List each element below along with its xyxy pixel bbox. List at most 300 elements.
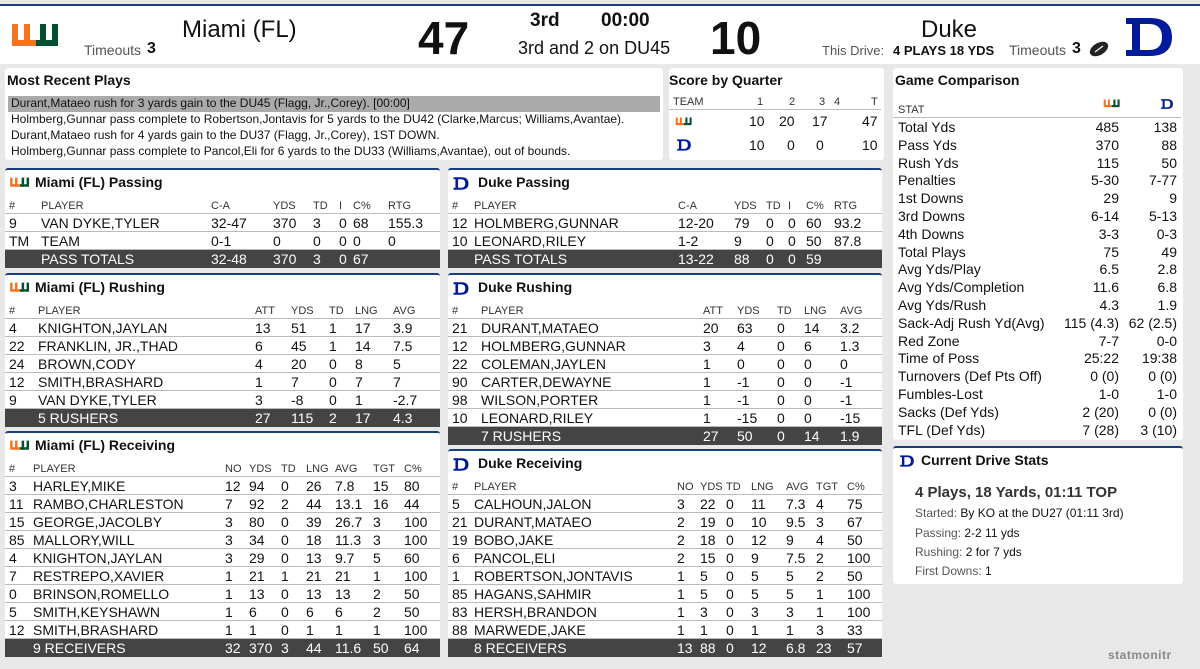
- table-cell: 1: [751, 622, 759, 638]
- table-cell: 11: [751, 496, 766, 512]
- table-cell: -2.7: [393, 392, 418, 408]
- drive-rushing: [915, 545, 1022, 559]
- this-drive-value: 4 PLAYS 18 YDS: [893, 43, 995, 58]
- table-cell: AVG: [840, 305, 863, 317]
- table-cell: 45: [291, 338, 307, 354]
- table-row[interactable]: [5, 513, 440, 531]
- table-cell: 1: [225, 622, 233, 638]
- table-cell: PLAYER: [33, 463, 76, 475]
- table-row[interactable]: [448, 232, 882, 250]
- table-cell: 15: [700, 550, 716, 566]
- table-cell: -1: [840, 374, 853, 390]
- table-row[interactable]: [448, 391, 882, 409]
- table-cell: -15: [737, 410, 758, 426]
- table-cell: I: [339, 200, 343, 212]
- table-row[interactable]: [5, 355, 440, 373]
- table-cell: 27: [703, 428, 719, 444]
- stat-name: Total Yds: [898, 119, 956, 135]
- table-cell: 51: [291, 320, 307, 336]
- table-cell: 0: [777, 356, 785, 372]
- table-cell: RTG: [834, 200, 858, 212]
- table-row[interactable]: [5, 549, 440, 567]
- table-cell: LNG: [751, 481, 774, 493]
- quarter-row-duke: [669, 136, 881, 154]
- table-cell: 0: [726, 622, 734, 638]
- table-cell: LNG: [306, 463, 329, 475]
- panel-title: Score by Quarter: [669, 72, 783, 88]
- table-cell: 0: [777, 320, 785, 336]
- table-cell: 0: [777, 410, 785, 426]
- table-cell: C%: [353, 200, 371, 212]
- table-cell: 0: [766, 251, 774, 267]
- table-cell: 0: [726, 532, 734, 548]
- table-cell: 1: [700, 622, 708, 638]
- table-cell: 1: [306, 622, 314, 638]
- comparison-row: [893, 243, 1181, 261]
- miami-value: 75: [1103, 243, 1119, 260]
- cell: 0: [787, 137, 795, 153]
- table-cell: 50: [847, 532, 863, 548]
- play-item[interactable]: Holmberg,Gunnar pass complete to Robertson,Jontavis for 5 yards to the DU42 (Clarke,Marcus; Williams,Avantae).: [11, 112, 625, 126]
- table-cell: 6.8: [786, 640, 806, 656]
- table-cell: 3: [225, 532, 233, 548]
- table-cell: 63: [737, 320, 753, 336]
- comparison-header: [893, 102, 1181, 118]
- table-cell: 100: [847, 604, 871, 620]
- table-cell: 1: [355, 392, 363, 408]
- col-q4: 4: [834, 96, 841, 108]
- table-cell: 0: [329, 374, 337, 390]
- table-total-row: [5, 250, 440, 268]
- table-cell: 20: [703, 320, 719, 336]
- duke-value: 62 (2.5): [1128, 314, 1177, 331]
- table-cell: 7.3: [786, 496, 806, 512]
- table-cell: 0: [737, 356, 745, 372]
- table-cell: DURANT,MATAEO: [474, 514, 592, 530]
- table-cell: C-A: [678, 200, 697, 212]
- panel-title: Miami (FL) Receiving: [35, 437, 176, 453]
- duke-receiving-panel: [448, 449, 882, 656]
- table-cell: 9: [786, 532, 794, 548]
- table-cell: 0: [281, 532, 289, 548]
- table-cell: 3: [313, 251, 321, 267]
- label: Started:: [915, 506, 958, 520]
- table-cell: 5: [373, 550, 381, 566]
- col-stat: STAT: [898, 104, 925, 116]
- quarter-header: [669, 94, 881, 110]
- table-header: [5, 461, 440, 477]
- table-cell: 1: [703, 392, 711, 408]
- table-cell: 13.1: [335, 496, 363, 512]
- table-cell: 2: [677, 514, 685, 530]
- current-drive-panel: [893, 446, 1183, 584]
- table-cell: 3: [373, 532, 381, 548]
- table-header: [448, 479, 882, 495]
- table-row[interactable]: [448, 549, 882, 567]
- table-cell: 1: [329, 320, 337, 336]
- miami-u-logo: [9, 176, 31, 190]
- table-cell: 5: [786, 568, 794, 584]
- table-cell: #: [452, 200, 459, 212]
- table-cell: CALHOUN,JALON: [474, 496, 592, 512]
- table-header: [5, 303, 440, 319]
- miami-value: 29: [1103, 190, 1119, 207]
- table-cell: 0: [804, 392, 812, 408]
- miami-u-logo: [1103, 98, 1121, 110]
- stat-name: 4th Downs: [898, 225, 965, 242]
- table-cell: 3: [786, 604, 794, 620]
- table-row[interactable]: [448, 214, 882, 232]
- duke-passing-panel: [448, 168, 882, 268]
- table-cell: -15: [840, 410, 861, 426]
- table-cell: 7.5: [786, 550, 806, 566]
- miami-value: 2 (20): [1082, 403, 1119, 420]
- comparison-row: [893, 171, 1181, 189]
- table-cell: 3: [225, 550, 233, 566]
- miami-value: 7-7: [1098, 332, 1119, 349]
- duke-value: 49: [1161, 243, 1177, 260]
- table-cell: TM: [9, 233, 30, 249]
- table-cell: 0: [777, 338, 785, 354]
- stat-name: Total Plays: [898, 243, 966, 260]
- game-comparison-panel: [893, 68, 1183, 440]
- game-clock: 00:00: [601, 10, 650, 31]
- table-cell: 2: [329, 410, 337, 426]
- table-cell: 27: [255, 410, 271, 426]
- home-score: 47: [418, 12, 470, 64]
- table-cell: 13: [306, 550, 322, 566]
- table-cell: 87.8: [834, 233, 862, 249]
- comparison-row: [893, 278, 1181, 296]
- panel-title: Current Drive Stats: [921, 452, 1049, 468]
- table-cell: 1: [703, 374, 711, 390]
- table-cell: TD: [329, 305, 344, 317]
- table-cell: 5: [700, 568, 708, 584]
- table-cell: 6: [335, 604, 343, 620]
- table-cell: 3: [700, 604, 708, 620]
- duke-rushing-panel: [448, 273, 882, 444]
- table-cell: 88: [700, 640, 716, 656]
- table-cell: 50: [373, 640, 389, 656]
- table-row[interactable]: [448, 621, 882, 639]
- table-row[interactable]: [448, 603, 882, 621]
- table-row[interactable]: [448, 409, 882, 427]
- table-row[interactable]: [5, 232, 440, 250]
- down-distance: 3rd and 2 on DU45: [518, 38, 671, 58]
- comparison-row: [893, 225, 1181, 243]
- table-cell: #: [9, 305, 16, 317]
- home-team-name: Miami (FL): [182, 16, 297, 43]
- table-cell: 94: [249, 478, 265, 494]
- table-cell: VAN DYKE,TYLER: [38, 392, 157, 408]
- table-cell: 1: [329, 338, 337, 354]
- duke-d-logo: [452, 457, 470, 472]
- table-cell: 44: [306, 640, 322, 656]
- table-cell: 9: [751, 550, 759, 566]
- table-cell: 12: [452, 215, 468, 231]
- table-cell: 75: [847, 496, 863, 512]
- table-cell: 100: [847, 586, 871, 602]
- away-timeouts: 3: [1072, 40, 1081, 57]
- table-cell: 11.3: [335, 532, 362, 548]
- table-row[interactable]: [448, 531, 882, 549]
- table-cell: 21: [306, 568, 322, 584]
- home-timeouts: 3: [147, 40, 156, 57]
- table-cell: YDS: [737, 305, 760, 317]
- table-row[interactable]: [5, 373, 440, 391]
- table-cell: 3: [255, 392, 263, 408]
- value: By KO at the DU27 (01:11 3rd): [960, 506, 1124, 520]
- table-cell: #: [452, 481, 459, 493]
- table-cell: 14: [804, 320, 820, 336]
- table-cell: VAN DYKE,TYLER: [41, 215, 160, 231]
- cell: 47: [862, 113, 878, 129]
- table-row[interactable]: [5, 477, 440, 495]
- table-cell: 59: [806, 251, 822, 267]
- table-cell: 0: [777, 392, 785, 408]
- table-cell: 1: [703, 410, 711, 426]
- quarter-row-miami: [669, 112, 881, 130]
- table-cell: 3: [751, 604, 759, 620]
- table-row[interactable]: [5, 603, 440, 621]
- table-row[interactable]: [5, 319, 440, 337]
- table-cell: 0: [281, 622, 289, 638]
- duke-value: 9: [1169, 190, 1177, 207]
- comparison-row: [893, 403, 1181, 421]
- table-cell: 0: [726, 640, 734, 656]
- table-cell: 79: [734, 215, 750, 231]
- table-cell: 12-20: [678, 215, 714, 231]
- duke-value: 0 (0): [1148, 403, 1177, 420]
- drive-summary: 4 Plays, 18 Yards, 01:11 TOP: [915, 484, 1118, 501]
- table-cell: HERSH,BRANDON: [474, 604, 597, 620]
- table-cell: 0: [804, 410, 812, 426]
- table-cell: LEONARD,RILEY: [474, 233, 587, 249]
- stat-table: [448, 198, 882, 268]
- miami-value: 1-0: [1098, 385, 1119, 402]
- cell: 17: [812, 113, 828, 129]
- table-cell: 2: [373, 586, 381, 602]
- panel-title: Game Comparison: [895, 72, 1020, 88]
- table-cell: 0: [339, 215, 347, 231]
- table-row[interactable]: [448, 319, 882, 337]
- table-cell: 1: [816, 586, 824, 602]
- table-cell: 0: [281, 478, 289, 494]
- table-cell: -1: [737, 374, 750, 390]
- table-cell: C%: [847, 481, 865, 493]
- table-cell: FRANKLIN, JR.,THAD: [38, 338, 179, 354]
- table-cell: 68: [353, 215, 369, 231]
- col-team: TEAM: [673, 96, 704, 108]
- cell: 20: [779, 113, 795, 129]
- table-cell: 1: [816, 604, 824, 620]
- table-cell: 13: [255, 320, 271, 336]
- table-cell: 21: [452, 320, 468, 336]
- duke-value: 2.8: [1157, 261, 1177, 278]
- table-cell: 9 RECEIVERS: [33, 640, 126, 656]
- table-cell: 2: [677, 550, 685, 566]
- table-cell: 11: [9, 496, 24, 512]
- play-item[interactable]: Durant,Mataeo rush for 3 yards gain to the DU45 (Flagg, Jr.,Corey). [00:00]: [8, 96, 660, 112]
- comparison-row: [893, 136, 1181, 154]
- table-cell: TGT: [373, 463, 395, 475]
- table-cell: TD: [313, 200, 328, 212]
- table-cell: 1: [225, 568, 233, 584]
- play-item[interactable]: Holmberg,Gunnar pass complete to Pancol,Eli for 6 yards to the DU33 (Williams,Avantae), out of bounds.: [11, 144, 571, 158]
- table-cell: 13: [306, 586, 322, 602]
- table-cell: 13: [249, 586, 265, 602]
- stat-name: Time of Poss: [898, 350, 980, 367]
- table-cell: 2: [677, 532, 685, 548]
- table-cell: 0: [766, 215, 774, 231]
- miami-value: 25:22: [1083, 350, 1119, 367]
- table-cell: 19: [700, 514, 716, 530]
- miami-value: 11.6: [1092, 279, 1119, 296]
- most-recent-plays-panel: [5, 68, 663, 160]
- table-cell: 21: [335, 568, 351, 584]
- panel-title: Duke Passing: [478, 174, 570, 190]
- table-cell: SMITH,KEYSHAWN: [33, 604, 161, 620]
- table-cell: 88: [452, 622, 468, 638]
- table-cell: SMITH,BRASHARD: [33, 622, 159, 638]
- table-cell: 0-1: [211, 233, 232, 249]
- table-cell: 83: [452, 604, 468, 620]
- stat-name: Avg Yds/Completion: [898, 279, 1025, 296]
- table-cell: 92: [249, 496, 265, 512]
- table-row[interactable]: [448, 585, 882, 603]
- table-row[interactable]: [448, 373, 882, 391]
- table-cell: 3: [703, 338, 711, 354]
- stat-name: TFL (Def Yds): [898, 421, 986, 438]
- table-row[interactable]: [448, 513, 882, 531]
- duke-value: 1-0: [1156, 385, 1177, 402]
- table-cell: DURANT,MATAEO: [481, 320, 599, 336]
- table-cell: 34: [249, 532, 265, 548]
- table-cell: 15: [373, 478, 389, 494]
- stat-name: 3rd Downs: [898, 207, 965, 224]
- table-cell: 0: [313, 233, 321, 249]
- table-cell: 13-22: [678, 251, 714, 267]
- comparison-row: [893, 421, 1181, 439]
- table-cell: 1: [677, 604, 685, 620]
- table-cell: 80: [404, 478, 420, 494]
- table-cell: 1: [677, 622, 685, 638]
- table-cell: 1: [225, 586, 233, 602]
- away-timeouts-label: Timeouts: [1009, 42, 1067, 58]
- table-cell: GEORGE,JACOLBY: [33, 514, 163, 530]
- table-cell: 29: [249, 550, 265, 566]
- table-cell: 0: [726, 586, 734, 602]
- table-cell: 1: [249, 622, 257, 638]
- table-row[interactable]: [448, 567, 882, 585]
- table-cell: 4: [9, 550, 17, 566]
- table-cell: MARWEDE,JAKE: [474, 622, 586, 638]
- table-row[interactable]: [5, 337, 440, 355]
- this-drive-label: This Drive:: [822, 43, 885, 58]
- table-cell: 3: [816, 514, 824, 530]
- comparison-row: [893, 207, 1181, 225]
- table-cell: 50: [806, 233, 822, 249]
- table-cell: 50: [404, 586, 420, 602]
- table-row[interactable]: [448, 495, 882, 513]
- table-cell: NO: [677, 481, 694, 493]
- panel-title: Miami (FL) Rushing: [35, 279, 165, 295]
- stat-name: Red Zone: [898, 332, 960, 349]
- table-row[interactable]: [5, 214, 440, 232]
- table-cell: RESTREPO,XAVIER: [33, 568, 165, 584]
- table-row[interactable]: [448, 337, 882, 355]
- stat-name: Rush Yds: [898, 154, 959, 171]
- miami-value: 7 (28): [1082, 421, 1119, 438]
- table-cell: 22: [700, 496, 716, 512]
- col-total: T: [871, 96, 878, 108]
- comparison-row: [893, 260, 1181, 278]
- table-cell: 3.2: [840, 320, 860, 336]
- table-cell: 7: [225, 496, 233, 512]
- duke-value: 0-0: [1156, 332, 1177, 349]
- table-cell: 14: [355, 338, 371, 354]
- table-row[interactable]: [5, 567, 440, 585]
- table-row[interactable]: [5, 531, 440, 549]
- table-cell: 1: [335, 622, 343, 638]
- table-cell: 17: [355, 410, 371, 426]
- table-row[interactable]: [448, 355, 882, 373]
- table-cell: 1: [225, 604, 233, 620]
- duke-value: 1.9: [1157, 296, 1177, 313]
- table-cell: 1.9: [840, 428, 860, 444]
- table-cell: 9: [734, 233, 742, 249]
- table-cell: 16: [373, 496, 389, 512]
- table-cell: 7: [9, 568, 17, 584]
- table-row[interactable]: [5, 621, 440, 639]
- stat-name: Sacks (Def Yds): [898, 403, 999, 420]
- table-cell: BRINSON,ROMELLO: [33, 586, 170, 602]
- table-cell: 44: [306, 496, 322, 512]
- duke-value: 19:38: [1141, 350, 1177, 367]
- table-cell: 0: [788, 233, 796, 249]
- table-cell: 1: [677, 568, 685, 584]
- score-by-quarter-panel: [669, 68, 884, 160]
- table-cell: 18: [700, 532, 716, 548]
- table-header: [5, 198, 440, 214]
- panel-title: Most Recent Plays: [7, 72, 131, 88]
- table-cell: COLEMAN,JAYLEN: [481, 356, 606, 372]
- table-total-row: [448, 427, 882, 445]
- table-cell: 4: [9, 320, 17, 336]
- table-cell: 155.3: [388, 215, 424, 231]
- table-cell: HOLMBERG,GUNNAR: [474, 215, 619, 231]
- table-cell: TD: [281, 463, 296, 475]
- table-cell: 13: [677, 640, 693, 656]
- table-cell: 44: [404, 496, 420, 512]
- table-row[interactable]: [5, 585, 440, 603]
- stat-name: Sack-Adj Rush Yd(Avg): [898, 314, 1045, 331]
- col-q3: 3: [819, 96, 826, 108]
- table-cell: BROWN,CODY: [38, 356, 136, 372]
- table-cell: 3.9: [393, 320, 413, 336]
- table-cell: RTG: [388, 200, 412, 212]
- table-row[interactable]: [5, 495, 440, 513]
- table-header: [448, 198, 882, 214]
- table-cell: 21: [452, 514, 468, 530]
- football-icon: [1088, 40, 1110, 58]
- play-item[interactable]: Durant,Mataeo rush for 4 yards gain to the DU37 (Flagg, Jr.,Corey), 1ST DOWN.: [11, 128, 440, 142]
- table-cell: 8 RECEIVERS: [474, 640, 567, 656]
- table-cell: 3: [225, 514, 233, 530]
- table-cell: 60: [404, 550, 420, 566]
- table-row[interactable]: [5, 391, 440, 409]
- table-cell: YDS: [273, 200, 296, 212]
